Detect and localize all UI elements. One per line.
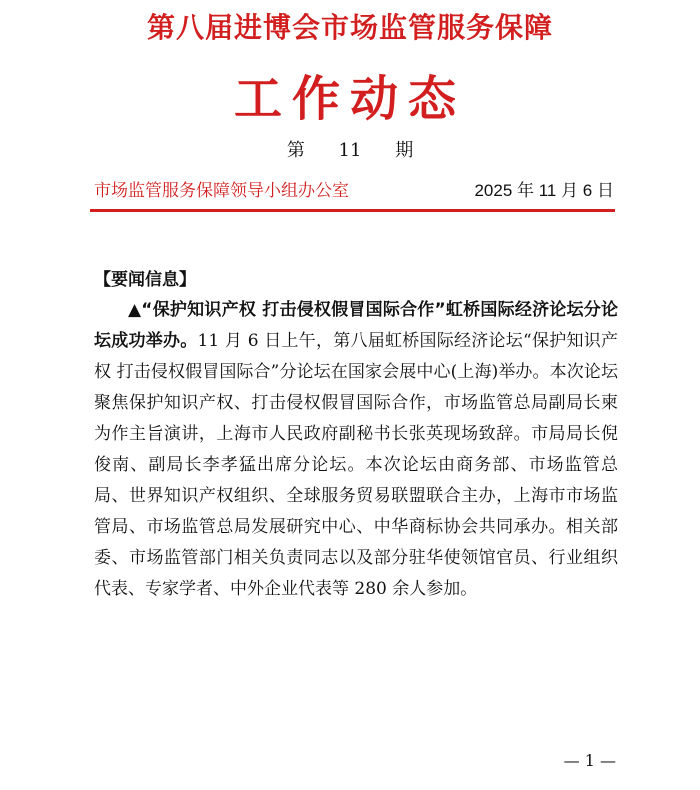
news-headline: ▲“保护知识产权 打击侵权假冒国际合作”虹桥国际经济论坛分论坛成功举办。 xyxy=(94,300,618,351)
issue-number xyxy=(0,136,700,162)
news-body: 11 月 6 日上午，第八届虹桥国际经济论坛“保护知识产权 打击侵权假冒国际合”分论坛在国家会展中心(上海)举办。本次论坛聚焦保护知识产权、打击侵权假冒国际合作，市场监管总局副局长柬为作主旨演讲，上海市人民政府副秘书长张英现场致辞。市局局长倪俊南、副局长李孝猛出席分论坛。本次论坛由商务部、市场监管总局、世界知识产权组织、全球服务贸易联盟联合主办，上海市市场监管局、市场监管总局发展研究中心、中华商标协会共同承办。相关部委、市场监管部门相关负责同志以及部分驻华使领馆官员、行业组织代表、专家学者、中外企业代表等 280 余人参加。 xyxy=(94,331,618,599)
issue-suffix: 期 xyxy=(395,140,414,161)
header-divider xyxy=(90,209,615,212)
section-heading: 【要闻信息】 xyxy=(94,270,196,290)
news-paragraph xyxy=(94,295,618,605)
issue-prefix: 第 xyxy=(286,140,305,161)
bulletin-main-title: 工作动态 xyxy=(233,71,466,127)
issuing-office: 市场监管服务保障领导小组办公室 xyxy=(94,181,349,201)
bulletin-series-title: 第八届进博会市场监管服务保障 xyxy=(146,11,553,44)
page-number: — 1 — xyxy=(563,751,616,770)
issue-value: 11 xyxy=(338,140,362,161)
issue-date: 2025 年 11 月 6 日 xyxy=(474,181,614,200)
